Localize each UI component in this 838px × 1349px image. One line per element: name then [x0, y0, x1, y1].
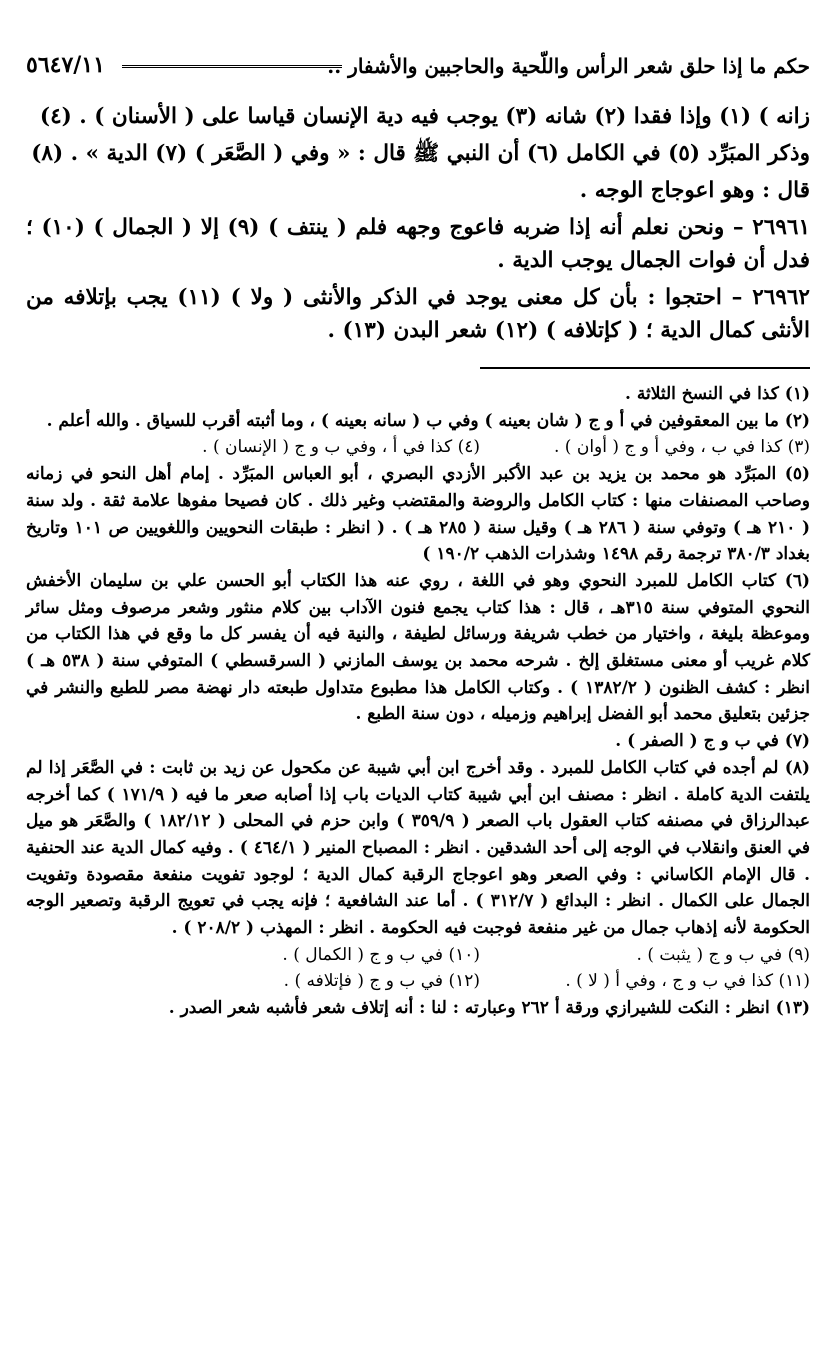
footnote-9: (٩) في ب و ج ( يثبت ) . [636, 944, 810, 965]
footnote-row-9-10 [26, 942, 810, 969]
footnote-separator [480, 367, 810, 369]
footnote-8: (٨) لم أجده في كتاب الكامل للمبرد . وقد أخرج ابن أبي شيبة عن مكحول عن زيد بن ثابت : في الصَّعَر إذا لم يلتفت الدية كاملة . انظر : مصنف ابن أبي شيبة كتاب الديات باب إذا أصابه صعر ما فيه ( ١٧١/٩ ) كما أخرجه عبدالرزاق في مصنفه كتاب العقول باب الصعر ( ٣٥٩/٩ ) وابن حزم في المحلى ( ١٨٢/١٢ ) والصَّعَر هو ميل في العنق وانقلاب في الوجه إلى أحد الشدقين . انظر : المصباح المنير ( ٤٦٤/١ ) . وفيه كمال الدية عند الحنفية . قال الإمام الكاساني : وفي الصعر وهو اعوجاج الرقبة كمال الدية ؛ لوجود تفويت منفعة مقصودة وتفويت الجمال على الكمال . انظر : البدائع ( ٣١٢/٧ ) . أما عند الشافعية ؛ فإنه يجب في تعويج الرقبة وتصعير الوجه الحكومة لأنه إذهاب جمال من غير منفعة فوجبت فيه الحكومة . انظر : المهذب ( ٢٠٨/٢ ) . [26, 757, 811, 939]
paragraph-number: ٢٦٩٦٢ [752, 285, 810, 310]
footnote-7: (٧) في ب و ج ( الصفر ) . [615, 731, 810, 752]
paragraph-2: وذكر المبَرِّد (٥) في الكامل (٦) أن النبي ﷺ قال : « وفي ( الصَّعَر ) (٧) الدية » . (٨) [31, 141, 810, 166]
paragraph-text: – ونحن نعلم أنه إذا ضربه فاعوج وجهه فلم ( ينتف ) (٩) إلا ( الجمال ) (١٠) ؛ فدل أن فوات الجمال يوجب الدية . [26, 215, 810, 273]
footnote-row-3-4 [26, 434, 810, 461]
header-page-number: ٥٦٤٧/١١ [26, 52, 105, 78]
paragraph-26961 [26, 211, 810, 277]
footnote-12: (١٢) في ب و ج ( فإتلافه ) . [283, 971, 480, 992]
paragraph-26962 [26, 281, 810, 347]
paragraph-1: زانه ) (١) وإذا فقدا (٢) شانه (٣) يوجب فيه دية الإنسان قياسا على ( الأسنان ) . (٤) [39, 104, 810, 129]
footnote-3: (٣) كذا في ب ، وفي أ و ج ( أوان ) . [553, 437, 810, 458]
book-page [26, 52, 810, 1022]
footnote-1: (١) كذا في النسخ الثلاثة . [625, 384, 810, 404]
footnote-2: (٢) ما بين المعقوفين في أ و ج ( شان بعينه ) وفي ب ( سانه بعينه ) ، وما أثبته أقرب للسياق . والله أعلم . [46, 410, 810, 431]
header-rule [122, 65, 342, 71]
footnote-5: (٥) المبَرِّد هو محمد بن يزيد بن عبد الأكبر الأزدي البصري ، أبو العباس المبَرِّد . إمام أهل النحو في زمانه وصاحب المصنفات منها : كتاب الكامل والروضة والمقتضب وغير ذلك . كان فصيحا مفوها علامة ثقة . ولد سنة ( ٢١٠ هـ ) وتوفي سنة ( ٢٨٦ هـ ) وقيل سنة ( ٢٨٥ هـ ) . ( انظر : طبقات النحويين واللغويين ص ١٠١ وتاريخ بغداد ٣٨٠/٣ ترجمة رقم ١٤٩٨ وشذرات الذهب ١٩٠/٢ ) [26, 464, 810, 565]
main-text [26, 100, 810, 347]
paragraph-number: ٢٦٩٦١ [752, 215, 810, 240]
running-header [26, 52, 810, 86]
footnote-10: (١٠) في ب و ج ( الكمال ) . [282, 944, 480, 965]
footnote-13: (١٣) انظر : النكت للشيرازي ورقة أ ٢٦٢ وعبارته : لنا : أنه إتلاف شعر فأشبه شعر الصدر . [168, 998, 810, 1019]
footnotes [26, 381, 810, 1022]
footnote-row-11-12 [26, 968, 810, 995]
paragraph-text: – احتجوا : بأن كل معنى يوجد في الذكر والأنثى ( ولا ) (١١) يجب بإتلافه من الأنثى كمال الدية ؛ ( كإتلافه ) (١٢) شعر البدن (١٣) . [26, 285, 810, 343]
paragraph-3: قال : وهو اعوجاج الوجه . [579, 178, 810, 203]
header-title: حكم ما إذا حلق شعر الرأس واللّحية والحاجبين والأشفار .. [327, 54, 810, 78]
footnote-4: (٤) كذا في أ ، وفي ب و ج ( الإنسان ) . [202, 437, 480, 458]
footnote-11: (١١) كذا في ب و ج ، وفي أ ( لا ) . [565, 971, 810, 992]
footnote-6: (٦) كتاب الكامل للمبرد النحوي وهو في اللغة ، روي عنه هذا الكتاب أبو الحسن علي بن سليمان الأخفش النحوي المتوفي سنة ٣١٥هـ ، قال : هذا كتاب يجمع فنون الآداب بين كلام منثور وشعر مرصوف ومثل سائر وموعظة بليغة ، واختيار من خطب شريفة ورسائل لطيفة ، والنية فيه أن يفسر كل ما وقع في هذا الكتاب من كلام غريب أو معنى مستغلق إلخ . شرحه محمد بن يوسف المازني ( السرقسطي ) المتوفي سنة ( ٥٣٨ هـ ) انظر : كشف الظنون ( ١٣٨٢/٢ ) . وكتاب الكامل هذا مطبوع متداول طبعته دار نهضة مصر للطبع والنشر في جزئين بتعليق محمد أبو الفضل إبراهيم وزميله ، دون سنة الطبع . [26, 570, 811, 725]
